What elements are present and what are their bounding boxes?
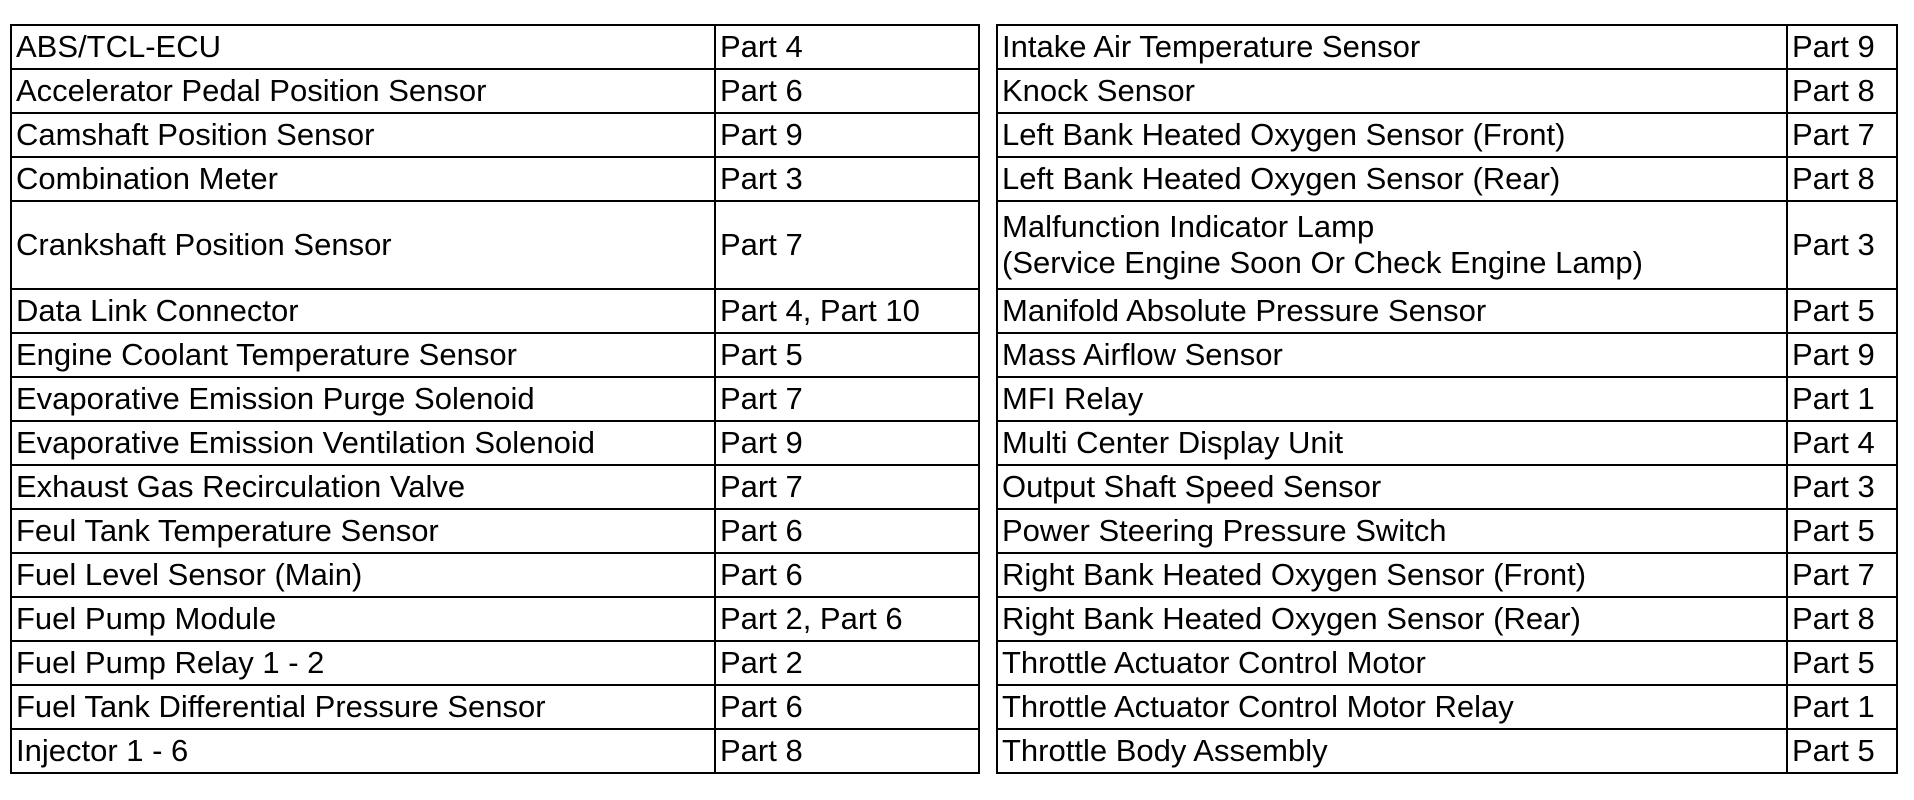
table-row [997, 69, 1897, 113]
part-reference: Part 2, Part 6 [715, 597, 979, 641]
part-reference: Part 6 [715, 553, 979, 597]
table-row [11, 201, 979, 289]
component-name: Right Bank Heated Oxygen Sensor (Rear) [997, 597, 1787, 641]
part-reference: Part 8 [715, 729, 979, 773]
component-name: MFI Relay [997, 377, 1787, 421]
component-name: Fuel Tank Differential Pressure Sensor [11, 685, 715, 729]
component-name: Knock Sensor [997, 69, 1787, 113]
part-reference: Part 7 [1787, 113, 1897, 157]
table-row [11, 113, 979, 157]
part-reference: Part 3 [1787, 201, 1897, 289]
table-row [997, 333, 1897, 377]
table-row [997, 421, 1897, 465]
part-reference: Part 8 [1787, 597, 1897, 641]
component-name: Left Bank Heated Oxygen Sensor (Front) [997, 113, 1787, 157]
component-name: Engine Coolant Temperature Sensor [11, 333, 715, 377]
part-reference: Part 6 [715, 69, 979, 113]
component-name: Evaporative Emission Purge Solenoid [11, 377, 715, 421]
component-name: Evaporative Emission Ventilation Solenoid [11, 421, 715, 465]
component-name: Throttle Body Assembly [997, 729, 1787, 773]
component-name-line-2: (Service Engine Soon Or Check Engine Lamp) [1002, 245, 1643, 280]
table-row [997, 25, 1897, 69]
part-reference: Part 1 [1787, 685, 1897, 729]
table-row [997, 113, 1897, 157]
part-reference: Part 9 [715, 113, 979, 157]
component-name: Crankshaft Position Sensor [11, 201, 715, 289]
component-name: Accelerator Pedal Position Sensor [11, 69, 715, 113]
table-row [11, 729, 979, 773]
component-name: Multi Center Display Unit [997, 421, 1787, 465]
component-name: Power Steering Pressure Switch [997, 509, 1787, 553]
table-row [11, 465, 979, 509]
table-row [997, 641, 1897, 685]
table-row [997, 597, 1897, 641]
part-reference: Part 9 [715, 421, 979, 465]
part-reference: Part 6 [715, 685, 979, 729]
table-row [11, 641, 979, 685]
part-reference: Part 5 [715, 333, 979, 377]
table-row [997, 685, 1897, 729]
part-reference: Part 4, Part 10 [715, 289, 979, 333]
table-row [997, 465, 1897, 509]
component-name: Throttle Actuator Control Motor Relay [997, 685, 1787, 729]
part-reference: Part 5 [1787, 729, 1897, 773]
part-reference: Part 4 [715, 25, 979, 69]
table-row [11, 157, 979, 201]
component-name: Fuel Pump Module [11, 597, 715, 641]
table-row [997, 201, 1897, 289]
component-name: Data Link Connector [11, 289, 715, 333]
part-reference: Part 3 [715, 157, 979, 201]
part-reference: Part 5 [1787, 509, 1897, 553]
part-reference: Part 1 [1787, 377, 1897, 421]
part-reference: Part 5 [1787, 289, 1897, 333]
part-reference: Part 8 [1787, 157, 1897, 201]
table-row [11, 333, 979, 377]
component-name: Right Bank Heated Oxygen Sensor (Front) [997, 553, 1787, 597]
component-name: Camshaft Position Sensor [11, 113, 715, 157]
table-row [11, 377, 979, 421]
component-name: Injector 1 - 6 [11, 729, 715, 773]
component-name: Fuel Pump Relay 1 - 2 [11, 641, 715, 685]
component-name: Left Bank Heated Oxygen Sensor (Rear) [997, 157, 1787, 201]
component-name: ABS/TCL-ECU [11, 25, 715, 69]
component-name: Feul Tank Temperature Sensor [11, 509, 715, 553]
table-row [11, 25, 979, 69]
component-name: Exhaust Gas Recirculation Valve [11, 465, 715, 509]
component-name [997, 201, 1787, 289]
table-row [11, 289, 979, 333]
part-reference: Part 2 [715, 641, 979, 685]
table-row [997, 509, 1897, 553]
part-reference: Part 7 [715, 465, 979, 509]
part-reference: Part 9 [1787, 25, 1897, 69]
component-index-table-right [996, 24, 1898, 774]
component-index-table-left [10, 24, 980, 774]
component-name: Output Shaft Speed Sensor [997, 465, 1787, 509]
table-row [997, 729, 1897, 773]
component-name: Fuel Level Sensor (Main) [11, 553, 715, 597]
table-row [997, 289, 1897, 333]
table-row [11, 69, 979, 113]
part-reference: Part 9 [1787, 333, 1897, 377]
table-row [997, 553, 1897, 597]
component-name: Mass Airflow Sensor [997, 333, 1787, 377]
part-reference: Part 5 [1787, 641, 1897, 685]
component-name-line-1: Malfunction Indicator Lamp [1002, 209, 1375, 244]
table-row [11, 597, 979, 641]
component-name: Throttle Actuator Control Motor [997, 641, 1787, 685]
part-reference: Part 7 [715, 201, 979, 289]
table-row [11, 685, 979, 729]
component-name: Combination Meter [11, 157, 715, 201]
table-row [997, 157, 1897, 201]
part-reference: Part 7 [715, 377, 979, 421]
part-reference: Part 8 [1787, 69, 1897, 113]
table-row [11, 509, 979, 553]
part-reference: Part 7 [1787, 553, 1897, 597]
table-row [11, 553, 979, 597]
component-name: Manifold Absolute Pressure Sensor [997, 289, 1787, 333]
table-row [997, 377, 1897, 421]
table-row [11, 421, 979, 465]
part-reference: Part 4 [1787, 421, 1897, 465]
component-name: Intake Air Temperature Sensor [997, 25, 1787, 69]
part-reference: Part 6 [715, 509, 979, 553]
part-reference: Part 3 [1787, 465, 1897, 509]
